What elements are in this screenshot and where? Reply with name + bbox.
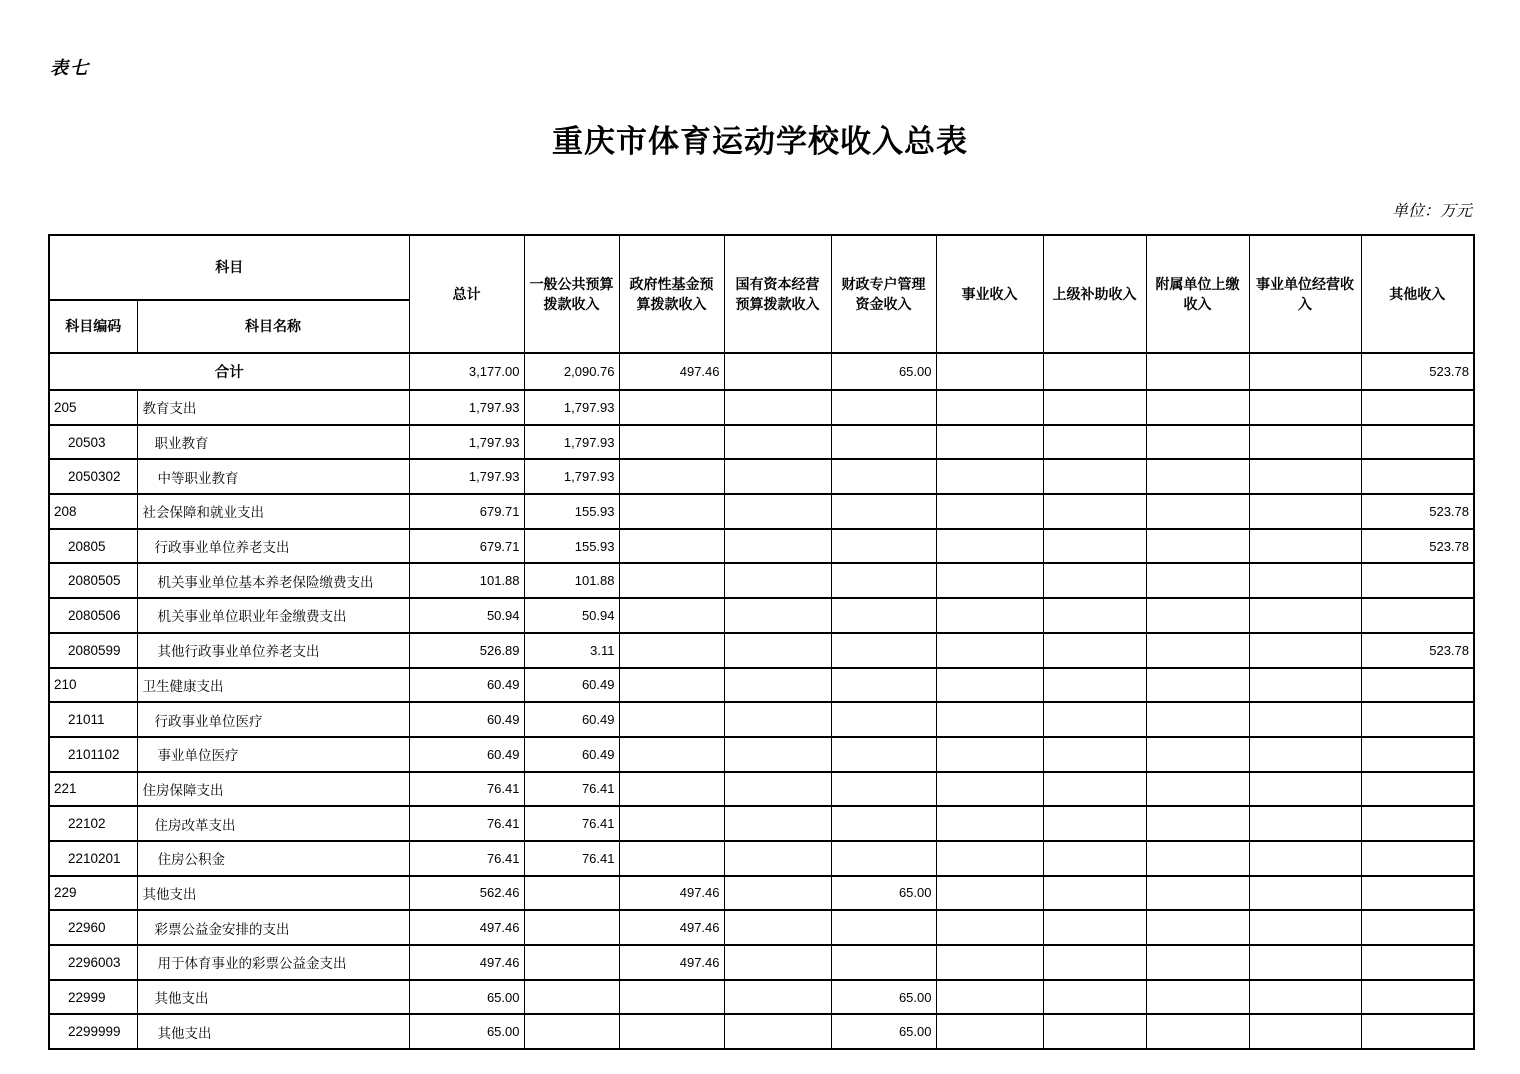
value-cell (936, 494, 1043, 529)
value-cell (936, 390, 1043, 425)
header-subject-code: 科目编码 (49, 300, 137, 353)
value-cell (724, 876, 831, 911)
subject-code-cell: 21011 (49, 702, 137, 737)
income-summary-table (48, 234, 1475, 1050)
value-cell (724, 529, 831, 564)
value-cell (1249, 563, 1361, 598)
value-cell (1249, 425, 1361, 460)
value-cell: 562.46 (409, 876, 524, 911)
value-cell (831, 702, 936, 737)
value-cell (1361, 668, 1474, 703)
table-row (49, 494, 1474, 529)
table-row (49, 910, 1474, 945)
value-cell (1249, 668, 1361, 703)
value-cell (724, 772, 831, 807)
table-row (49, 529, 1474, 564)
subject-code-cell: 2080599 (49, 633, 137, 668)
value-cell (1146, 737, 1249, 772)
value-cell (1043, 980, 1146, 1015)
value-cell (936, 633, 1043, 668)
value-cell (1146, 806, 1249, 841)
value-cell (936, 876, 1043, 911)
value-cell (936, 910, 1043, 945)
value-cell: 523.78 (1361, 633, 1474, 668)
value-cell (831, 772, 936, 807)
subject-name-cell: 行政事业单位养老支出 (137, 529, 409, 564)
value-cell: 3.11 (524, 633, 619, 668)
value-cell: 523.78 (1361, 494, 1474, 529)
value-cell (831, 598, 936, 633)
value-cell (619, 390, 724, 425)
value-cell: 101.88 (524, 563, 619, 598)
value-cell (936, 702, 1043, 737)
value-cell: 155.93 (524, 529, 619, 564)
value-cell (1249, 737, 1361, 772)
value-cell: 76.41 (409, 806, 524, 841)
value-cell (619, 737, 724, 772)
table-row (49, 806, 1474, 841)
subject-name-cell: 彩票公益金安排的支出 (137, 910, 409, 945)
value-cell (831, 563, 936, 598)
table-row (49, 737, 1474, 772)
subject-name-cell: 住房保障支出 (137, 772, 409, 807)
subject-code-cell: 22999 (49, 980, 137, 1015)
value-cell (1249, 598, 1361, 633)
value-cell (1249, 353, 1361, 390)
value-cell (619, 459, 724, 494)
value-cell (524, 910, 619, 945)
value-cell (1146, 390, 1249, 425)
header-col-gov-fund-budget: 政府性基金预算拨款收入 (619, 235, 724, 353)
subject-code-cell: 208 (49, 494, 137, 529)
value-cell: 60.49 (409, 668, 524, 703)
value-cell (936, 563, 1043, 598)
value-cell: 1,797.93 (409, 459, 524, 494)
value-cell (619, 668, 724, 703)
value-cell (1361, 598, 1474, 633)
value-cell: 1,797.93 (524, 425, 619, 460)
sheet-label: 表七 (50, 58, 90, 78)
value-cell (619, 598, 724, 633)
table-row (49, 633, 1474, 668)
value-cell (1249, 980, 1361, 1015)
header-col-fiscal-account-funds: 财政专户管理资金收入 (831, 235, 936, 353)
value-cell (724, 494, 831, 529)
table-row (49, 598, 1474, 633)
value-cell (1249, 806, 1361, 841)
value-cell (1361, 980, 1474, 1015)
value-cell: 523.78 (1361, 529, 1474, 564)
value-cell (1361, 910, 1474, 945)
value-cell (1361, 425, 1474, 460)
value-cell (724, 1014, 831, 1049)
value-cell: 65.00 (831, 876, 936, 911)
header-subject: 科目 (49, 235, 409, 300)
subject-code-cell: 20503 (49, 425, 137, 460)
value-cell (1043, 425, 1146, 460)
value-cell (1146, 425, 1249, 460)
value-cell (1249, 702, 1361, 737)
value-cell (1043, 806, 1146, 841)
value-cell (1043, 459, 1146, 494)
subject-code-cell: 221 (49, 772, 137, 807)
subject-name-cell: 其他支出 (137, 876, 409, 911)
value-cell (1146, 668, 1249, 703)
value-cell: 2,090.76 (524, 353, 619, 390)
value-cell: 679.71 (409, 529, 524, 564)
value-cell (724, 702, 831, 737)
value-cell (619, 633, 724, 668)
value-cell: 76.41 (409, 772, 524, 807)
value-cell: 76.41 (524, 772, 619, 807)
value-cell (724, 390, 831, 425)
header-col-operating-income: 事业单位经营收入 (1249, 235, 1361, 353)
value-cell (524, 980, 619, 1015)
subject-code-cell: 2080505 (49, 563, 137, 598)
subject-name-cell: 住房公积金 (137, 841, 409, 876)
value-cell: 1,797.93 (524, 459, 619, 494)
value-cell (1249, 910, 1361, 945)
value-cell: 65.00 (831, 980, 936, 1015)
value-cell: 60.49 (524, 737, 619, 772)
value-cell (1361, 737, 1474, 772)
value-cell (1249, 772, 1361, 807)
value-cell (831, 529, 936, 564)
value-cell (1361, 841, 1474, 876)
value-cell (831, 668, 936, 703)
value-cell (1249, 876, 1361, 911)
value-cell (1249, 459, 1361, 494)
value-cell (1146, 633, 1249, 668)
value-cell (1361, 563, 1474, 598)
subject-code-cell: 2296003 (49, 945, 137, 980)
value-cell: 526.89 (409, 633, 524, 668)
value-cell (619, 841, 724, 876)
subject-name-cell: 其他支出 (137, 1014, 409, 1049)
value-cell: 60.49 (524, 668, 619, 703)
value-cell (524, 1014, 619, 1049)
table-header (49, 235, 1474, 353)
value-cell (1146, 529, 1249, 564)
value-cell (936, 459, 1043, 494)
header-col-superior-subsidy: 上级补助收入 (1043, 235, 1146, 353)
table-row (49, 425, 1474, 460)
value-cell (1146, 494, 1249, 529)
value-cell (724, 910, 831, 945)
value-cell (619, 702, 724, 737)
value-cell (1249, 633, 1361, 668)
value-cell (1043, 494, 1146, 529)
value-cell (936, 772, 1043, 807)
value-cell (619, 1014, 724, 1049)
value-cell (724, 633, 831, 668)
value-cell (1249, 390, 1361, 425)
value-cell: 497.46 (619, 876, 724, 911)
value-cell (936, 425, 1043, 460)
value-cell (831, 841, 936, 876)
value-cell: 65.00 (831, 353, 936, 390)
value-cell (831, 737, 936, 772)
total-row (49, 353, 1474, 390)
value-cell (831, 425, 936, 460)
value-cell: 76.41 (524, 841, 619, 876)
value-cell (1249, 841, 1361, 876)
value-cell: 1,797.93 (409, 390, 524, 425)
value-cell (1043, 390, 1146, 425)
header-col-state-capital-budget: 国有资本经营预算拨款收入 (724, 235, 831, 353)
table-row (49, 841, 1474, 876)
value-cell (1361, 1014, 1474, 1049)
value-cell (619, 980, 724, 1015)
value-cell (1043, 598, 1146, 633)
subject-name-cell: 事业单位医疗 (137, 737, 409, 772)
value-cell: 1,797.93 (524, 390, 619, 425)
value-cell: 3,177.00 (409, 353, 524, 390)
value-cell (1361, 702, 1474, 737)
value-cell (524, 945, 619, 980)
value-cell (1043, 910, 1146, 945)
value-cell (724, 563, 831, 598)
value-cell (936, 529, 1043, 564)
value-cell (1043, 702, 1146, 737)
value-cell: 101.88 (409, 563, 524, 598)
value-cell (619, 772, 724, 807)
table-row (49, 459, 1474, 494)
value-cell (1146, 980, 1249, 1015)
table-row (49, 1014, 1474, 1049)
value-cell (724, 459, 831, 494)
value-cell (1146, 1014, 1249, 1049)
value-cell (936, 353, 1043, 390)
value-cell: 523.78 (1361, 353, 1474, 390)
subject-name-cell: 行政事业单位医疗 (137, 702, 409, 737)
value-cell (1146, 563, 1249, 598)
subject-name-cell: 职业教育 (137, 425, 409, 460)
value-cell: 497.46 (409, 945, 524, 980)
subject-code-cell: 210 (49, 668, 137, 703)
value-cell (1146, 459, 1249, 494)
value-cell (724, 353, 831, 390)
value-cell (936, 841, 1043, 876)
subject-name-cell: 机关事业单位职业年金缴费支出 (137, 598, 409, 633)
value-cell (1043, 737, 1146, 772)
table-row (49, 876, 1474, 911)
subject-name-cell: 其他支出 (137, 980, 409, 1015)
value-cell: 50.94 (409, 598, 524, 633)
value-cell: 60.49 (409, 737, 524, 772)
value-cell (1146, 702, 1249, 737)
value-cell (1146, 772, 1249, 807)
header-row-1 (49, 235, 1474, 300)
subject-name-cell: 用于体育事业的彩票公益金支出 (137, 945, 409, 980)
value-cell: 60.49 (524, 702, 619, 737)
value-cell (936, 1014, 1043, 1049)
subject-code-cell: 2101102 (49, 737, 137, 772)
value-cell (1146, 841, 1249, 876)
value-cell (936, 668, 1043, 703)
value-cell (1146, 910, 1249, 945)
table-row (49, 702, 1474, 737)
value-cell (1249, 945, 1361, 980)
value-cell (1146, 876, 1249, 911)
value-cell: 65.00 (409, 1014, 524, 1049)
value-cell (1043, 633, 1146, 668)
value-cell (1146, 945, 1249, 980)
header-col-total: 总计 (409, 235, 524, 353)
table-row (49, 980, 1474, 1015)
value-cell: 65.00 (409, 980, 524, 1015)
subject-name-cell: 中等职业教育 (137, 459, 409, 494)
value-cell (724, 841, 831, 876)
value-cell (1043, 1014, 1146, 1049)
value-cell (1043, 353, 1146, 390)
value-cell (1361, 876, 1474, 911)
table-row (49, 563, 1474, 598)
value-cell (831, 633, 936, 668)
header-subject-name: 科目名称 (137, 300, 409, 353)
subject-name-cell: 社会保障和就业支出 (137, 494, 409, 529)
value-cell: 497.46 (619, 353, 724, 390)
value-cell (1361, 459, 1474, 494)
value-cell (724, 737, 831, 772)
value-cell: 497.46 (619, 910, 724, 945)
table-row (49, 668, 1474, 703)
value-cell (1361, 390, 1474, 425)
subject-code-cell: 20805 (49, 529, 137, 564)
unit-note: 单位：万元 (1391, 203, 1472, 220)
value-cell (1043, 876, 1146, 911)
subject-code-cell: 2080506 (49, 598, 137, 633)
total-label-cell: 合计 (49, 353, 409, 390)
subject-code-cell: 22960 (49, 910, 137, 945)
subject-code-cell: 2210201 (49, 841, 137, 876)
value-cell (1146, 598, 1249, 633)
value-cell: 679.71 (409, 494, 524, 529)
subject-code-cell: 22102 (49, 806, 137, 841)
value-cell (724, 668, 831, 703)
header-col-institution-income: 事业收入 (936, 235, 1043, 353)
value-cell (1043, 945, 1146, 980)
value-cell: 76.41 (409, 841, 524, 876)
value-cell (936, 806, 1043, 841)
subject-name-cell: 住房改革支出 (137, 806, 409, 841)
value-cell (831, 459, 936, 494)
value-cell (831, 494, 936, 529)
value-cell: 76.41 (524, 806, 619, 841)
value-cell (1361, 806, 1474, 841)
value-cell (936, 980, 1043, 1015)
table-body (49, 353, 1474, 1049)
value-cell (1249, 494, 1361, 529)
value-cell (1361, 945, 1474, 980)
subject-name-cell: 教育支出 (137, 390, 409, 425)
page-title: 重庆市体育运动学校收入总表 (552, 124, 968, 159)
subject-code-cell: 2299999 (49, 1014, 137, 1049)
value-cell (724, 945, 831, 980)
subject-code-cell: 2050302 (49, 459, 137, 494)
value-cell (1249, 529, 1361, 564)
value-cell: 65.00 (831, 1014, 936, 1049)
header-col-affiliated-unit-remit: 附属单位上缴收入 (1146, 235, 1249, 353)
header-col-other-income: 其他收入 (1361, 235, 1474, 353)
value-cell: 497.46 (409, 910, 524, 945)
subject-code-cell: 205 (49, 390, 137, 425)
value-cell (936, 737, 1043, 772)
subject-name-cell: 其他行政事业单位养老支出 (137, 633, 409, 668)
value-cell: 50.94 (524, 598, 619, 633)
subject-code-cell: 229 (49, 876, 137, 911)
value-cell: 60.49 (409, 702, 524, 737)
value-cell (1043, 668, 1146, 703)
value-cell (1043, 529, 1146, 564)
value-cell (936, 598, 1043, 633)
value-cell (1043, 563, 1146, 598)
value-cell (1249, 1014, 1361, 1049)
value-cell (1361, 772, 1474, 807)
subject-name-cell: 卫生健康支出 (137, 668, 409, 703)
table-row (49, 390, 1474, 425)
value-cell (724, 980, 831, 1015)
value-cell: 155.93 (524, 494, 619, 529)
value-cell (936, 945, 1043, 980)
value-cell (831, 945, 936, 980)
value-cell (619, 806, 724, 841)
header-col-general-public-budget: 一般公共预算拨款收入 (524, 235, 619, 353)
value-cell: 497.46 (619, 945, 724, 980)
value-cell (724, 806, 831, 841)
subject-name-cell: 机关事业单位基本养老保险缴费支出 (137, 563, 409, 598)
value-cell (831, 910, 936, 945)
table-row (49, 772, 1474, 807)
value-cell (619, 425, 724, 460)
value-cell (831, 390, 936, 425)
value-cell (1043, 772, 1146, 807)
value-cell (619, 529, 724, 564)
table-row (49, 945, 1474, 980)
value-cell (1043, 841, 1146, 876)
value-cell (1146, 353, 1249, 390)
value-cell (619, 563, 724, 598)
value-cell: 1,797.93 (409, 425, 524, 460)
value-cell (619, 494, 724, 529)
value-cell (831, 806, 936, 841)
value-cell (524, 876, 619, 911)
value-cell (724, 425, 831, 460)
value-cell (724, 598, 831, 633)
